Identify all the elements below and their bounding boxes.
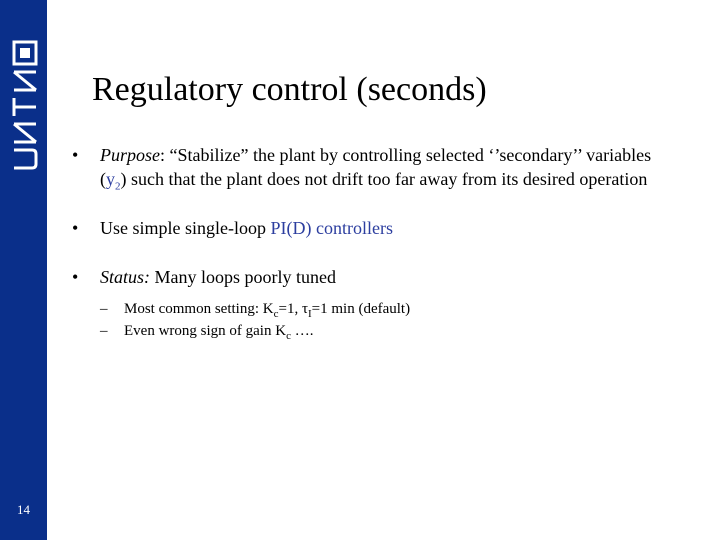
slide-title: Regulatory control (seconds) xyxy=(92,71,487,108)
subscript: c xyxy=(286,330,291,342)
bullet-marker: • xyxy=(72,145,79,165)
bullet-text xyxy=(100,143,672,191)
sub-bullet-sign xyxy=(100,320,672,342)
bullet-purpose xyxy=(72,143,672,191)
bullet-text-part: Many loops poorly tuned xyxy=(150,267,337,287)
sub-bullet-marker: – xyxy=(100,323,108,339)
sub-bullet-text xyxy=(124,298,410,320)
bullet-list xyxy=(72,143,672,342)
bullet-label: Purpose xyxy=(100,145,160,165)
subscript: I xyxy=(307,308,312,320)
highlight-text: PI(D) controllers xyxy=(270,218,393,238)
sidebar xyxy=(0,0,47,540)
subscript: c xyxy=(273,308,279,320)
sub-bullet-text-part: =1 min (default) xyxy=(311,301,411,317)
bullet-marker: • xyxy=(72,267,79,287)
bullet-text-part: ) such that the plant does not drift too far away from its desired operation xyxy=(120,169,648,189)
variable-subscript: 2 xyxy=(115,180,121,193)
sub-bullet-marker: – xyxy=(100,301,108,317)
variable-symbol: y xyxy=(106,169,115,189)
bullet-text xyxy=(100,216,672,240)
bullet-text xyxy=(100,265,672,289)
sub-bullet-text xyxy=(124,320,313,342)
sub-bullet-text-part: =1, τ xyxy=(278,301,308,317)
sub-bullet-setting xyxy=(100,298,672,320)
sub-bullet-list xyxy=(100,298,672,342)
bullet-marker: • xyxy=(72,218,79,238)
variable-y2 xyxy=(106,169,121,193)
bullet-text-part: Use simple single-loop xyxy=(100,218,271,238)
page-number: 14 xyxy=(17,502,30,517)
bullet-controllers xyxy=(72,216,672,240)
bullet-status xyxy=(72,265,672,289)
ntnu-logo xyxy=(10,40,40,170)
sub-bullet-text-part: …. xyxy=(290,323,314,339)
sub-bullet-text-part: Most common setting: K xyxy=(124,301,274,317)
bullet-label: Status: xyxy=(100,267,151,287)
sub-bullet-text-part: Even wrong sign of gain K xyxy=(124,323,287,339)
bullet-text-part: : “Stabilize” the plant by controlling selected ‘’secondary’’ variables ( xyxy=(100,145,652,189)
